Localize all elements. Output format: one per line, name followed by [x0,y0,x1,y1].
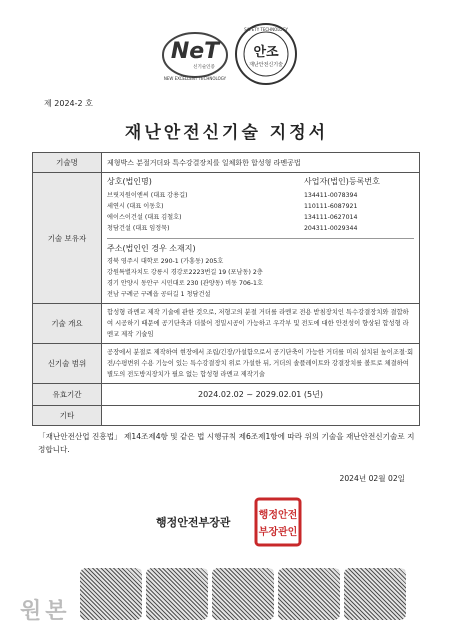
security-pattern-block [80,568,142,620]
safety-logo-ring: SAFETY TECHNOLOGY [244,27,288,32]
certificate-table [32,152,420,426]
registration-number: 204311-0029344 [304,225,358,232]
company-name-heading: 상호(법인명) [107,177,152,186]
document-number: 제 2024-2 호 [44,99,93,108]
seal-line-2: 부장관인 [258,527,298,538]
safety-logo-label: 재난안전신기술 [249,62,283,68]
registration-number: 134111-0627014 [304,214,358,221]
security-pattern-block [344,568,406,620]
company-name: 브릿지원이엔씨 (대표 강용길) [107,192,188,199]
safety-logo-mark: 안조 [253,45,279,60]
net-logo-mark: NeT [170,39,220,64]
row-tech-name [33,153,420,173]
issuing-authority: 행정안전부장관 [156,516,231,529]
scope-value: 공장에서 분절로 제작하여 현장에서 조립/긴장/가설함으로서 공기단축이 가능한 거더를 미리 설치된 높이조절·회전/수평변위 수용 기능이 있는 특수강결장치 위로 가설한 뒤, 거더의 솔플레이트와 강결장치를 볼트로 체결하여 별도의 전도방지장치가 필요 없는 합성형 라멘교 제작기술 [102,344,420,384]
row-validity [33,384,420,406]
security-pattern [80,568,400,626]
net-certification-logo [160,22,230,88]
validity-label: 유효기간 [33,384,102,406]
other-label: 기타 [33,406,102,426]
registration-number: 134411-0078394 [304,192,358,199]
page-title: 재난안전신기술 지정서 [124,123,329,143]
company-address: 전남 구례군 구례읍 공터길 1 청담건설 [107,291,211,298]
logo-area [160,22,300,92]
overview-label: 기술 개요 [33,304,102,344]
holder-cell [102,173,420,304]
company-name: 에이스이건설 (대표 김철호) [107,214,182,221]
designation-statement: 「재난안전산업 진흥법」 제14조제4항 및 같은 법 시행규칙 제6조제1항에 따라 위의 기술을 재난안전신기술로 지정합니다. [38,432,415,454]
net-logo-sub: 신기술인증 [193,65,215,70]
row-other [33,406,420,426]
official-seal-icon [254,497,302,547]
company-address: 경기 안양시 동안구 시민대로 230 (관양동) 비동 706-1호 [107,280,263,287]
safety-technology-logo [234,22,298,86]
tech-name-value: 제형박스 분절거더와 특수강결장치를 일체화한 합성형 라멘공법 [102,153,420,173]
company-address: 강원특별자치도 강릉시 경강로2223번길 19 (포남동) 2층 [107,269,263,276]
row-overview [33,304,420,344]
other-value [102,406,420,426]
registration-number-heading: 사업자(법인)등록번호 [304,177,380,186]
issue-date: 2024년 02월 02일 [339,474,405,483]
security-pattern-block [212,568,274,620]
seal-line-1: 행정안전 [258,510,298,521]
security-pattern-block [278,568,340,620]
company-name: 세연시 (대표 이동호) [107,203,164,210]
address-heading: 주소(법인인 경우 소재지) [107,238,414,254]
company-name: 청담건설 (대표 임정묵) [107,225,170,232]
security-pattern-block [146,568,208,620]
row-scope [33,344,420,384]
company-address: 경북 영주시 대학로 290-1 (가흥동) 205호 [107,258,224,265]
holder-label: 기술 보유자 [33,173,102,304]
scope-label: 신기술 범위 [33,344,102,384]
overview-value: 합성형 라멘교 제작 기술에 관한 것으로, 저형고의 분절 거더를 라멘교 전용 받침장치인 특수강결장치와 결합하여 시공하기 때문에 공기단축과 더불어 정밀시공이 가능하고 우각부 및 전도에 대한 안전성이 향상된 합성형 라멘교 제작 기술임 [102,304,420,344]
net-logo-caption: NEW EXCELLENT TECHNOLOGY [163,76,227,81]
row-holder [33,173,420,304]
tech-name-label: 기술명 [33,153,102,173]
validity-value: 2024.02.02 ~ 2029.02.01 (5년) [102,384,420,406]
registration-number: 110111-6087921 [304,203,358,210]
original-watermark: 원본 [20,599,71,624]
